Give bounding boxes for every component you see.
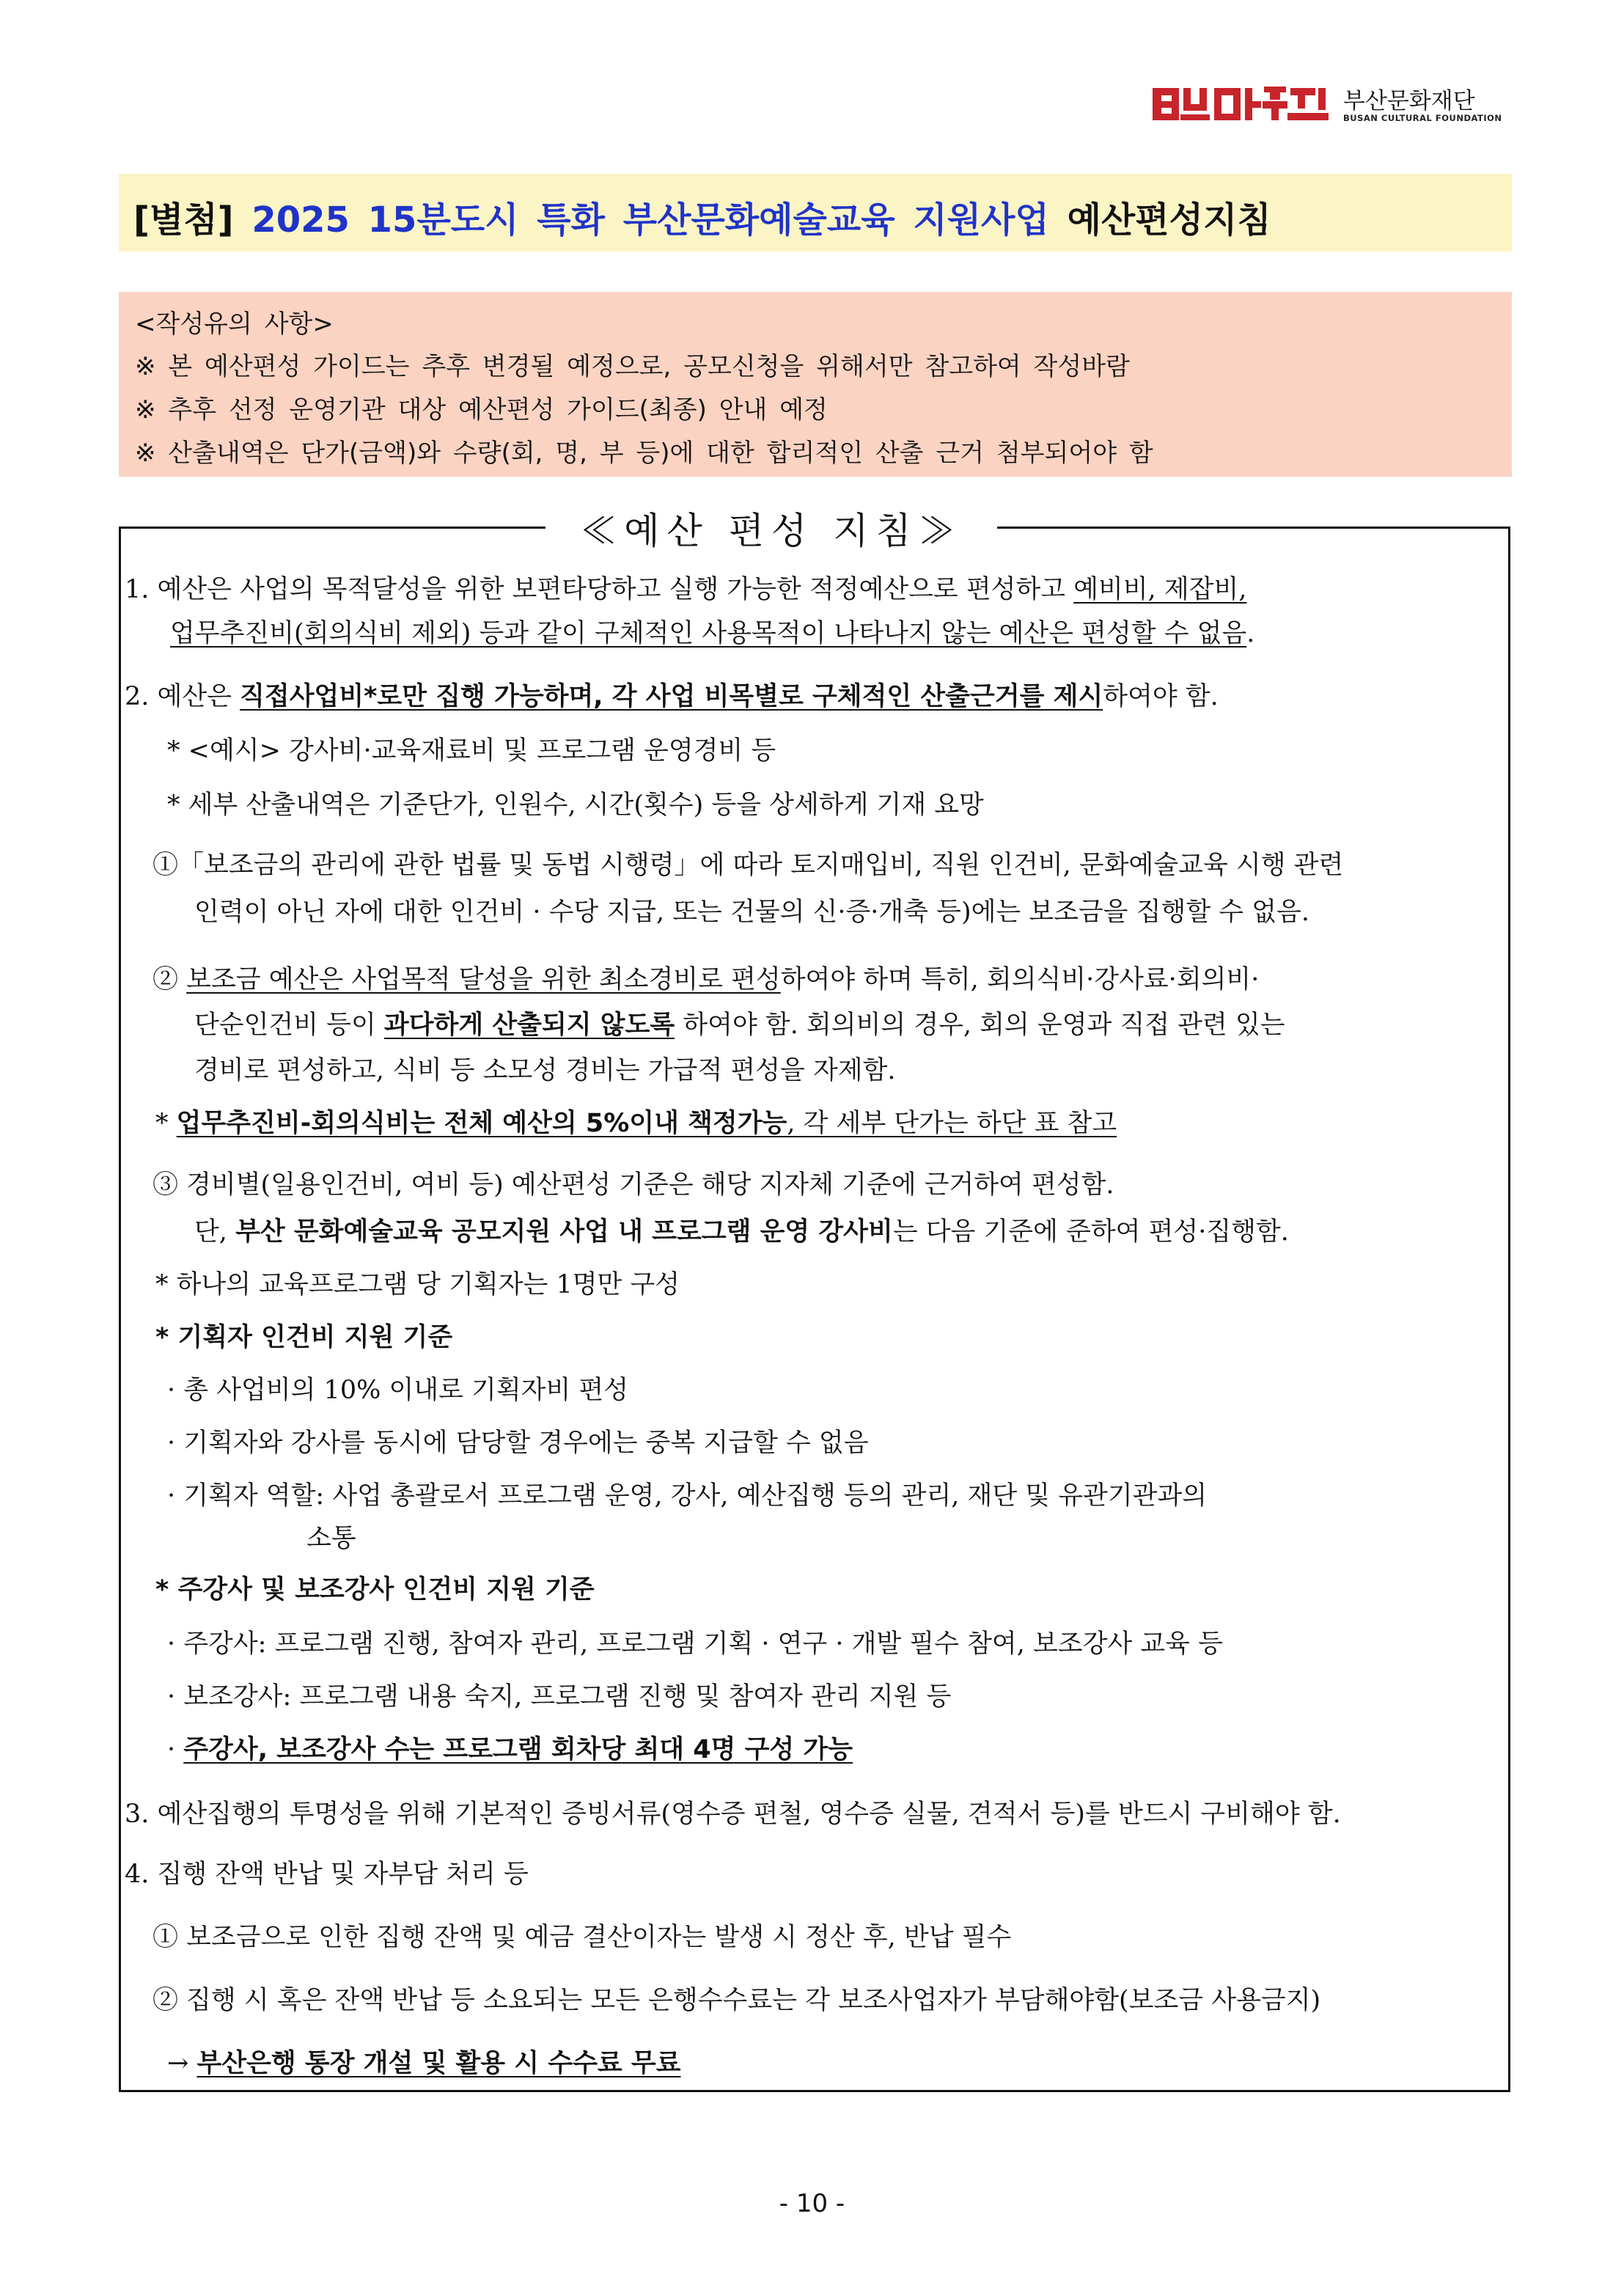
logo-english-name: BUSAN CULTURAL FOUNDATION [1343,113,1502,123]
arrow-text: → [167,2049,197,2078]
planner-criteria-item-cont: 소통 [306,1524,356,1553]
text: 하여야 함. [1103,682,1219,711]
instructor-criteria-item: · 보조강사: 프로그램 내용 숙지, 프로그램 진행 및 참여자 관리 지원 등 [167,1682,952,1712]
text: · [167,1735,184,1764]
clause-1-line-1: ①「보조금의 관리에 관한 법률 및 동법 시행령」에 따라 토지매입비, 직원 인건비, 문화예술교육 시행 관련 [153,851,1344,880]
section-4-item: ② 집행 시 혹은 잔액 반납 등 소요되는 모든 은행수수료는 각 보조사업자가 부담해야함(보조금 사용금지) [153,1986,1321,2015]
text: ② [153,965,187,994]
busan-logo-mark-icon [1151,84,1336,125]
text: 1. 예산은 사업의 목적달성을 위한 보편타당하고 실행 가능한 적정예산으로 편성하고 [125,575,1074,604]
notice-heading: <작성유의 사항> [135,309,334,339]
notice-item: ※ 본 예산편성 가이드는 추후 변경될 예정으로, 공모신청을 위해서만 참고하여 작성바람 [135,352,1130,381]
foundation-logo [1151,79,1503,131]
clause-2-line-2 [194,1005,1285,1041]
section-2-heading [125,676,1219,713]
section-1-line-1 [125,569,1246,606]
clause-3-line-2 [194,1211,1289,1248]
section-2-note-1: * <예시> 강사비·교육재료비 및 프로그램 운영경비 등 [167,736,776,766]
frame-top-rule-left [119,527,545,529]
clause-3-note: * 하나의 교육프로그램 당 기획자는 1명만 구성 [155,1270,680,1299]
clause-2-line-1 [153,959,1259,996]
section-4-note [167,2043,681,2080]
underlined-text: 업무추진비(회의식비 제외) 등과 같이 구체적인 사용목적이 나타나지 않는 예산은 편성할 수 없음 [170,619,1247,648]
guideline-title: ≪예산 편성 지침≫ [580,510,963,552]
text: 단순인건비 등이 [194,1011,384,1040]
emphasis-text: 부산 문화예술교육 공모지원 사업 내 프로그램 운영 강사비 [235,1217,893,1247]
section-4-heading: 4. 집행 잔액 반납 및 자부담 처리 등 [125,1860,529,1889]
clause-2-note [155,1103,1117,1140]
instructor-criteria-item: · 주강사: 프로그램 진행, 참여자 관리, 프로그램 기획 · 연구 · 개발 필수 참여, 보조강사 교육 등 [167,1629,1223,1659]
text: 단, [194,1217,236,1247]
page-title [133,191,1271,242]
title-band [119,174,1512,252]
title-program-name: 2025 15분도시 특화 부산문화예술교육 지원사업 [251,199,1049,241]
text: * [155,1109,177,1138]
instructor-criteria-heading: * 주강사 및 보조강사 인건비 지원 기준 [155,1575,595,1604]
section-3-line: 3. 예산집행의 투명성을 위해 기본적인 증빙서류(영수증 편철, 영수증 실물, 견적서 등)를 반드시 구비해야 함. [125,1800,1341,1829]
emphasis-text: 과다하게 산출되지 않도록 [383,1011,675,1040]
clause-2-line-3: 경비로 편성하고, 식비 등 소모성 경비는 가급적 편성을 자제함. [194,1056,896,1085]
text: 2. 예산은 [125,682,240,711]
emphasis-text: 직접사업비*로만 집행 가능하며, 각 사업 비목별로 구체적인 산출근거를 제시 [240,682,1103,711]
planner-criteria-item: · 기획자 역할: 사업 총괄로서 프로그램 운영, 강사, 예산집행 등의 관리, 재단 및 유관기관과의 [167,1481,1208,1511]
section-1-line-2 [170,613,1254,650]
clause-1-line-2: 인력이 아닌 자에 대한 인건비 · 수당 지급, 또는 건물의 신·증·개축 등)에는 보조금을 집행할 수 없음. [194,898,1309,927]
notice-box [119,292,1512,477]
planner-criteria-heading: * 기획자 인건비 지원 기준 [155,1323,453,1352]
underlined-text: , 각 세부 단가는 하단 표 참고 [787,1109,1117,1138]
emphasis-text: 주강사, 보조강사 수는 프로그램 회차당 최대 4명 구성 가능 [183,1735,853,1764]
section-4-item: ① 보조금으로 인한 집행 잔액 및 예금 결산이자는 발생 시 정산 후, 반납 필수 [153,1923,1012,1952]
text: 는 다음 기준에 준하여 편성·집행함. [892,1217,1289,1247]
frame-top-rule-right [997,527,1508,529]
text: 하여야 하며 특히, 회의식비·강사료·회의비· [780,965,1260,994]
notice-item: ※ 추후 선정 운영기관 대상 예산편성 가이드(최종) 안내 예정 [135,395,828,425]
text: . [1246,619,1255,648]
logo-korean-name: 부산문화재단 [1343,88,1475,114]
notice-item: ※ 산출내역은 단가(금액)와 수량(회, 명, 부 등)에 대한 합리적인 산출 근거 첨부되어야 함 [135,439,1153,468]
emphasis-text: 부산은행 통장 개설 및 활용 시 수수료 무료 [196,2049,681,2078]
instructor-criteria-item [167,1729,853,1766]
planner-criteria-item: · 기획자와 강사를 동시에 담당할 경우에는 중복 지급할 수 없음 [167,1428,869,1458]
title-prefix: [별첨] [133,199,234,241]
page-number: - 10 - [779,2189,845,2218]
planner-criteria-item: · 총 사업비의 10% 이내로 기획자비 편성 [167,1376,629,1405]
underlined-text: 보조금 예산은 사업목적 달성을 위한 최소경비로 편성 [186,965,781,994]
clause-3-line-1: ③ 경비별(일용인건비, 여비 등) 예산편성 기준은 해당 지자체 기준에 근거하여 편성함. [153,1170,1114,1200]
emphasis-text: 업무추진비-회의식비는 전체 예산의 5%이내 책정가능 [176,1109,787,1138]
title-suffix: 예산편성지침 [1067,199,1271,241]
text: 하여야 함. 회의비의 경우, 회의 운영과 직접 관련 있는 [675,1011,1285,1040]
section-2-note-2: * 세부 산출내역은 기준단가, 인원수, 시간(횟수) 등을 상세하게 기재 요망 [167,791,984,820]
underlined-text: 예비비, 제잡비, [1073,575,1247,604]
